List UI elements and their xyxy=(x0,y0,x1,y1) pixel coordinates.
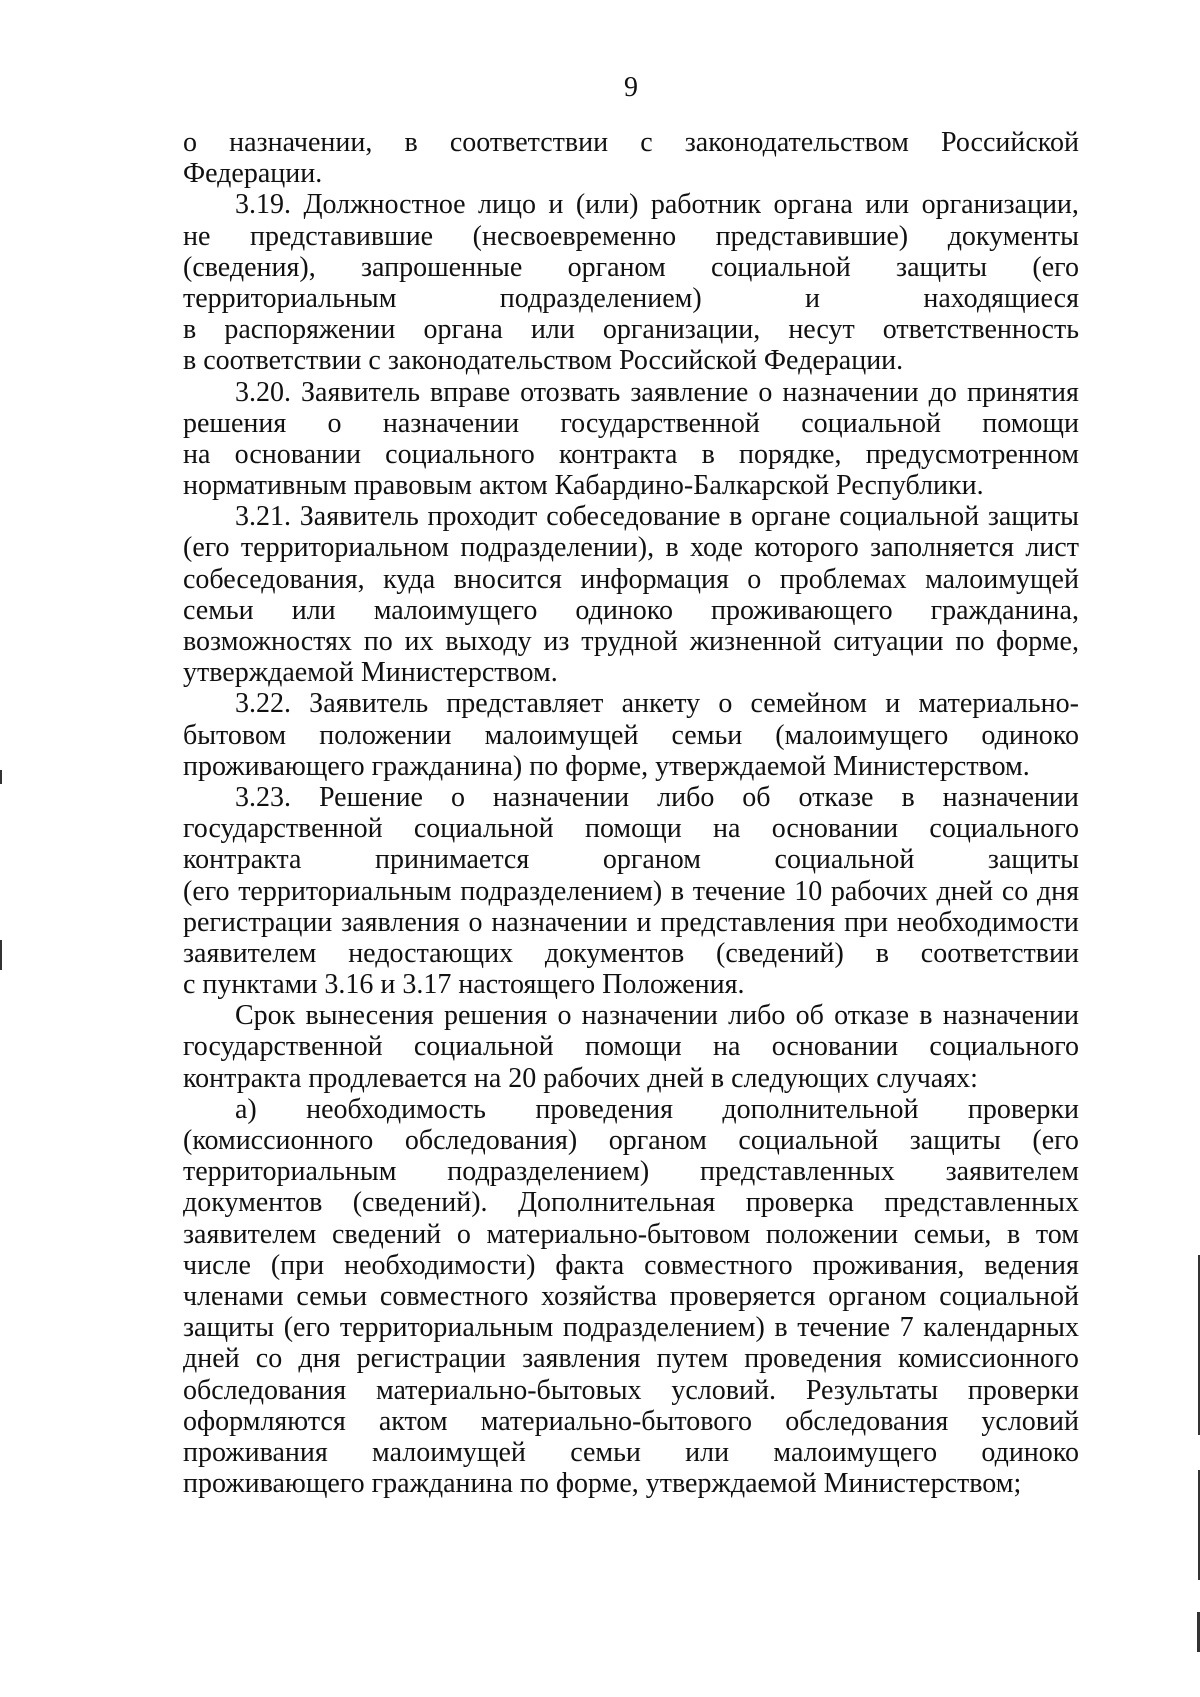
word: назначении xyxy=(942,1000,1079,1032)
text-line xyxy=(183,1094,1079,1125)
word: обследования) xyxy=(404,1125,578,1156)
text-line xyxy=(183,844,1079,875)
word: законодательством xyxy=(684,127,909,158)
word: проблемах xyxy=(779,563,907,595)
word: социального xyxy=(929,813,1079,845)
word: назначении, xyxy=(229,127,373,158)
text-line xyxy=(183,1343,1079,1374)
word: собеседование xyxy=(546,501,721,533)
text-line: проживающего гражданина) по форме, утверждаемой Министерством. xyxy=(183,750,1030,782)
word: социальной xyxy=(839,501,980,533)
text-line xyxy=(183,876,1079,907)
text-line xyxy=(183,314,1079,345)
word: семьи, xyxy=(913,1218,992,1250)
word: защиты xyxy=(183,1312,275,1344)
word: органа xyxy=(773,189,853,221)
word: 3.19. xyxy=(235,189,291,221)
word: материально-бытовом xyxy=(486,1218,751,1250)
word: (сведения), xyxy=(183,251,316,283)
scan-artifact xyxy=(0,770,2,784)
word: актом xyxy=(378,1405,448,1437)
word: по xyxy=(363,626,393,657)
word: (его xyxy=(1032,1125,1079,1156)
word: в xyxy=(701,438,715,470)
word: в xyxy=(404,127,418,158)
word: материально-бытового xyxy=(480,1405,753,1437)
word: территориальным xyxy=(183,1156,397,1188)
word: (сведений) xyxy=(716,937,844,969)
word: со xyxy=(255,1343,283,1375)
word: на xyxy=(183,438,211,470)
document-body xyxy=(183,127,1079,1499)
word: при xyxy=(844,906,889,938)
word: семьи xyxy=(296,1280,368,1312)
word: их xyxy=(404,626,434,657)
word: (при xyxy=(270,1249,325,1281)
word: из xyxy=(543,626,570,657)
text-line xyxy=(183,1031,1079,1062)
word: территориальным xyxy=(238,875,452,907)
text-line xyxy=(183,626,1079,657)
word: семьи xyxy=(570,1436,641,1468)
text-line xyxy=(183,688,1079,719)
word: Заявитель xyxy=(301,376,420,408)
word: назначении xyxy=(382,407,520,439)
word: 7 xyxy=(899,1312,914,1344)
word: (или) xyxy=(575,189,639,221)
word: представленных xyxy=(884,1187,1079,1219)
text-line xyxy=(183,408,1079,439)
word: заявителем xyxy=(945,1156,1079,1188)
word: или xyxy=(865,189,910,221)
word: положении xyxy=(319,719,452,751)
text-line: с пунктами 3.16 и 3.17 настоящего Положения. xyxy=(183,969,745,1001)
word: государственной xyxy=(183,1031,383,1063)
word: заявителем xyxy=(183,1218,317,1250)
word: том xyxy=(1035,1218,1079,1250)
word: документов xyxy=(544,937,685,969)
word: в xyxy=(670,875,685,907)
text-line xyxy=(183,189,1079,220)
word: проведения xyxy=(535,1093,673,1125)
word: социальной xyxy=(738,1125,879,1156)
word: необходимости xyxy=(896,906,1079,938)
text-line xyxy=(183,1281,1079,1312)
word: запрошенные xyxy=(361,251,523,283)
word: социальной xyxy=(413,1031,554,1063)
word: соответствии xyxy=(920,937,1079,969)
text-line xyxy=(183,595,1079,626)
word: либо xyxy=(657,781,715,813)
word: течение xyxy=(797,1312,891,1344)
word: контракта xyxy=(183,844,302,876)
word: находящиеся xyxy=(923,282,1079,314)
text-line: нормативным правовым актом Кабардино-Балкарской Республики. xyxy=(183,470,984,502)
word: работник xyxy=(650,189,761,221)
word: необходимости) xyxy=(344,1249,536,1281)
word: в xyxy=(729,501,743,533)
word: проверяется xyxy=(669,1280,816,1312)
word: порядке, xyxy=(739,438,842,470)
word: отказе xyxy=(798,781,874,813)
word: совместного xyxy=(644,1249,793,1281)
word: о xyxy=(718,688,733,720)
word: принятия xyxy=(966,376,1079,408)
word: защиты xyxy=(987,501,1079,533)
word: комиссионного xyxy=(897,1343,1079,1375)
word: течение xyxy=(692,875,786,907)
word: документы xyxy=(947,220,1079,252)
word: заполняется xyxy=(870,532,1014,564)
word: проверки xyxy=(967,1374,1079,1406)
word: (его xyxy=(183,875,230,907)
word: несут xyxy=(788,314,855,346)
word: представившие xyxy=(249,220,434,252)
word: органе xyxy=(751,501,831,533)
text-line xyxy=(183,1156,1079,1187)
word: до xyxy=(928,376,957,408)
text-line: утверждаемой Министерством. xyxy=(183,657,558,689)
word: заявителем xyxy=(183,937,317,969)
word: или xyxy=(685,1436,730,1468)
word: органом xyxy=(602,844,701,876)
word: и xyxy=(885,688,901,720)
text-line: Федерации. xyxy=(183,158,323,190)
word: ведения xyxy=(984,1249,1079,1281)
word: проверка xyxy=(745,1187,854,1219)
word: трудной xyxy=(581,626,678,657)
word: дня xyxy=(1036,875,1079,907)
word: Российской xyxy=(940,127,1079,158)
word: малоимущей xyxy=(925,563,1079,595)
text-line xyxy=(183,439,1079,470)
word: представления xyxy=(660,906,836,938)
word: ответственность xyxy=(882,314,1079,346)
word: распоряжении xyxy=(224,314,396,346)
word: 3.23. xyxy=(235,781,291,813)
word: помощи xyxy=(584,813,682,845)
word: решения xyxy=(183,407,287,439)
word: заявления xyxy=(522,1343,641,1375)
word: основании xyxy=(771,813,899,845)
word: заявление xyxy=(630,376,749,408)
text-line: проживающего гражданина по форме, утверждаемой Министерством; xyxy=(183,1468,1022,1500)
text-line xyxy=(183,1000,1079,1031)
word: социальной xyxy=(774,844,915,876)
text-line: в соответствии с законодательством Российской Федерации. xyxy=(183,345,904,377)
word: представляет xyxy=(446,688,604,720)
word: условий xyxy=(981,1405,1079,1437)
word: малоимущего xyxy=(373,594,538,626)
word: на xyxy=(713,813,741,845)
word: гражданина, xyxy=(930,594,1079,626)
word: о xyxy=(456,1218,471,1250)
word: (его xyxy=(1032,251,1079,283)
text-line xyxy=(183,1187,1079,1218)
word: форме, xyxy=(996,626,1079,657)
word: помощи xyxy=(584,1031,682,1063)
word: календарных xyxy=(923,1312,1079,1344)
word: 10 xyxy=(794,875,823,907)
word: Дополнительная xyxy=(517,1187,716,1219)
word: хозяйства xyxy=(541,1280,657,1312)
word: Результаты xyxy=(805,1374,939,1406)
word: организации, xyxy=(602,314,761,346)
word: малоимущей xyxy=(484,719,639,751)
word: территориальным xyxy=(339,1312,554,1344)
word: условий. xyxy=(671,1374,776,1406)
word: одиноко xyxy=(981,1436,1079,1468)
word: на xyxy=(713,1031,741,1063)
text-line xyxy=(183,283,1079,314)
text-line xyxy=(183,1250,1079,1281)
word: лист xyxy=(1025,532,1079,564)
text-line xyxy=(183,532,1079,563)
word: о xyxy=(557,1000,572,1032)
text-line xyxy=(183,907,1079,938)
word: представленных xyxy=(700,1156,895,1188)
word: регистрации xyxy=(183,906,333,938)
word: назначении xyxy=(581,1000,718,1032)
word: (его xyxy=(183,532,230,564)
word: ситуации xyxy=(833,626,944,657)
word: лицо xyxy=(478,189,536,221)
word: малоимущей xyxy=(372,1436,526,1468)
word: семейном xyxy=(750,688,868,720)
word: факта xyxy=(555,1249,625,1281)
word: обследования xyxy=(785,1405,949,1437)
word: проживания, xyxy=(812,1249,965,1281)
page-number: 9 xyxy=(624,72,638,103)
word: малоимущего xyxy=(773,1436,938,1468)
word: защиты xyxy=(896,251,988,283)
word: помощи xyxy=(982,407,1079,439)
word: сведений xyxy=(332,1218,442,1250)
word: социальной xyxy=(939,1280,1079,1312)
word: семьи xyxy=(671,719,743,751)
word: социальной xyxy=(801,407,941,439)
word: (его xyxy=(283,1312,331,1344)
word: подразделением) xyxy=(447,1156,650,1188)
word: об xyxy=(742,781,771,813)
text-line xyxy=(183,1437,1079,1468)
word: назначении xyxy=(492,781,630,813)
text-line xyxy=(183,377,1079,408)
word: защиты xyxy=(987,844,1079,876)
word: социальной xyxy=(710,251,851,283)
word: назначении xyxy=(491,906,628,938)
word: Заявитель xyxy=(309,688,429,720)
word: Решение xyxy=(318,781,423,813)
word: подразделении), xyxy=(460,532,655,564)
word: материально-бытовых xyxy=(375,1374,642,1406)
word: со xyxy=(1001,875,1029,907)
word: жизненной xyxy=(689,626,822,657)
text-line xyxy=(183,720,1079,751)
word: дополнительной xyxy=(722,1093,919,1125)
word: проверки xyxy=(967,1093,1079,1125)
text-line xyxy=(183,252,1079,283)
word: назначении xyxy=(782,376,919,408)
word: документов xyxy=(183,1187,323,1219)
scan-artifact xyxy=(0,940,2,970)
word: о xyxy=(468,906,483,938)
word: и xyxy=(805,282,820,314)
word: Срок xyxy=(235,1000,296,1032)
word: с xyxy=(640,127,653,158)
text-line xyxy=(183,938,1079,969)
word: социальной xyxy=(413,813,554,845)
word: Заявитель xyxy=(299,501,419,533)
word: территориальным xyxy=(183,282,397,314)
word: семьи xyxy=(183,594,254,626)
word: в xyxy=(1007,1218,1021,1250)
word: проведения xyxy=(744,1343,882,1375)
word: назначении xyxy=(942,781,1079,813)
text-line xyxy=(183,1375,1079,1406)
text-line xyxy=(183,1312,1079,1343)
text-line xyxy=(183,782,1079,813)
word: по xyxy=(955,626,985,657)
word: оформляются xyxy=(183,1405,346,1437)
word: органом xyxy=(608,1125,707,1156)
text-line xyxy=(183,1219,1079,1250)
word: основании xyxy=(771,1031,899,1063)
word: подразделением) xyxy=(562,1312,765,1344)
word: собеседования, xyxy=(183,563,365,595)
word: либо xyxy=(728,1000,786,1032)
word: в xyxy=(774,1312,788,1344)
text-line: контракта продлевается на 20 рабочих дней в следующих случаях: xyxy=(183,1062,978,1094)
word: 3.21. xyxy=(235,501,291,533)
word: (комиссионного xyxy=(183,1125,374,1156)
word: дней xyxy=(183,1343,240,1375)
word: Должностное xyxy=(303,189,466,221)
text-line xyxy=(183,813,1079,844)
word: обследования xyxy=(183,1374,347,1406)
word: социального xyxy=(385,438,535,470)
word: подразделением) xyxy=(460,875,663,907)
word: ходе xyxy=(690,532,743,564)
word: куда xyxy=(383,563,436,595)
word: органа xyxy=(423,314,503,346)
word: и xyxy=(636,906,652,938)
word: 3.20. xyxy=(235,376,291,408)
word: или xyxy=(530,314,575,346)
word: органом xyxy=(567,251,666,283)
word: территориальном xyxy=(240,532,449,564)
word: социального xyxy=(929,1031,1079,1063)
word: возможностях xyxy=(183,626,352,657)
word: в xyxy=(875,937,889,969)
word: вправе xyxy=(430,376,511,408)
word: заявления xyxy=(341,906,460,938)
word: подразделением) xyxy=(499,282,702,314)
word: (малоимущего xyxy=(775,719,949,751)
word: отозвать xyxy=(520,376,621,408)
word: защиты xyxy=(909,1125,1001,1156)
text-line xyxy=(183,501,1079,532)
word: рабочих xyxy=(830,875,928,907)
word: выходу xyxy=(445,626,532,657)
word: о xyxy=(450,781,465,813)
word: в xyxy=(919,1000,933,1032)
text-line xyxy=(183,1406,1079,1437)
word: проживания xyxy=(183,1436,328,1468)
word: дня xyxy=(298,1343,341,1375)
text-line xyxy=(183,1125,1079,1156)
word: решения xyxy=(443,1000,548,1032)
word: о xyxy=(747,563,762,595)
word: предусмотренном xyxy=(865,438,1079,470)
word: (сведений). xyxy=(352,1187,488,1219)
word: в xyxy=(183,314,197,346)
word: бытовом xyxy=(183,719,287,751)
text-line xyxy=(183,564,1079,595)
word: проживающего xyxy=(711,594,893,626)
word: вносится xyxy=(453,563,562,595)
word: отказе xyxy=(834,1000,910,1032)
word: положении xyxy=(765,1218,899,1250)
word: о xyxy=(183,127,197,158)
word: государственной xyxy=(183,813,383,845)
word: в xyxy=(665,532,679,564)
word: а) xyxy=(235,1093,257,1125)
word: вынесения xyxy=(305,1000,434,1032)
word: государственной xyxy=(560,407,760,439)
word: членами xyxy=(183,1280,284,1312)
word: о xyxy=(758,376,773,408)
word: (несвоевременно xyxy=(472,220,677,252)
word: совместного xyxy=(379,1280,529,1312)
word: необходимость xyxy=(306,1093,486,1125)
word: органом xyxy=(828,1280,927,1312)
text-line xyxy=(183,127,1079,158)
word: в xyxy=(901,781,915,813)
word: которого xyxy=(754,532,859,564)
word: соответствии xyxy=(449,127,609,158)
word: информация xyxy=(580,563,729,595)
word: одиноко xyxy=(575,594,673,626)
text-line xyxy=(183,221,1079,252)
word: материально- xyxy=(918,688,1079,720)
word: не xyxy=(183,220,211,252)
word: и xyxy=(548,189,564,221)
word: одиноко xyxy=(981,719,1079,751)
word: недостающих xyxy=(348,937,514,969)
word: 3.22. xyxy=(235,688,291,720)
word: об xyxy=(795,1000,824,1032)
word: организации, xyxy=(921,189,1079,221)
word: представившие) xyxy=(715,220,909,252)
word: регистрации xyxy=(356,1343,506,1375)
word: дней xyxy=(936,875,994,907)
word: анкету xyxy=(621,688,701,720)
word: или xyxy=(291,594,336,626)
word: проходит xyxy=(427,501,538,533)
word: принимается xyxy=(375,844,530,876)
word: контракта xyxy=(558,438,678,470)
word: о xyxy=(327,407,342,439)
word: основании xyxy=(234,438,361,470)
word: числе xyxy=(183,1249,251,1281)
word: путем xyxy=(656,1343,729,1375)
